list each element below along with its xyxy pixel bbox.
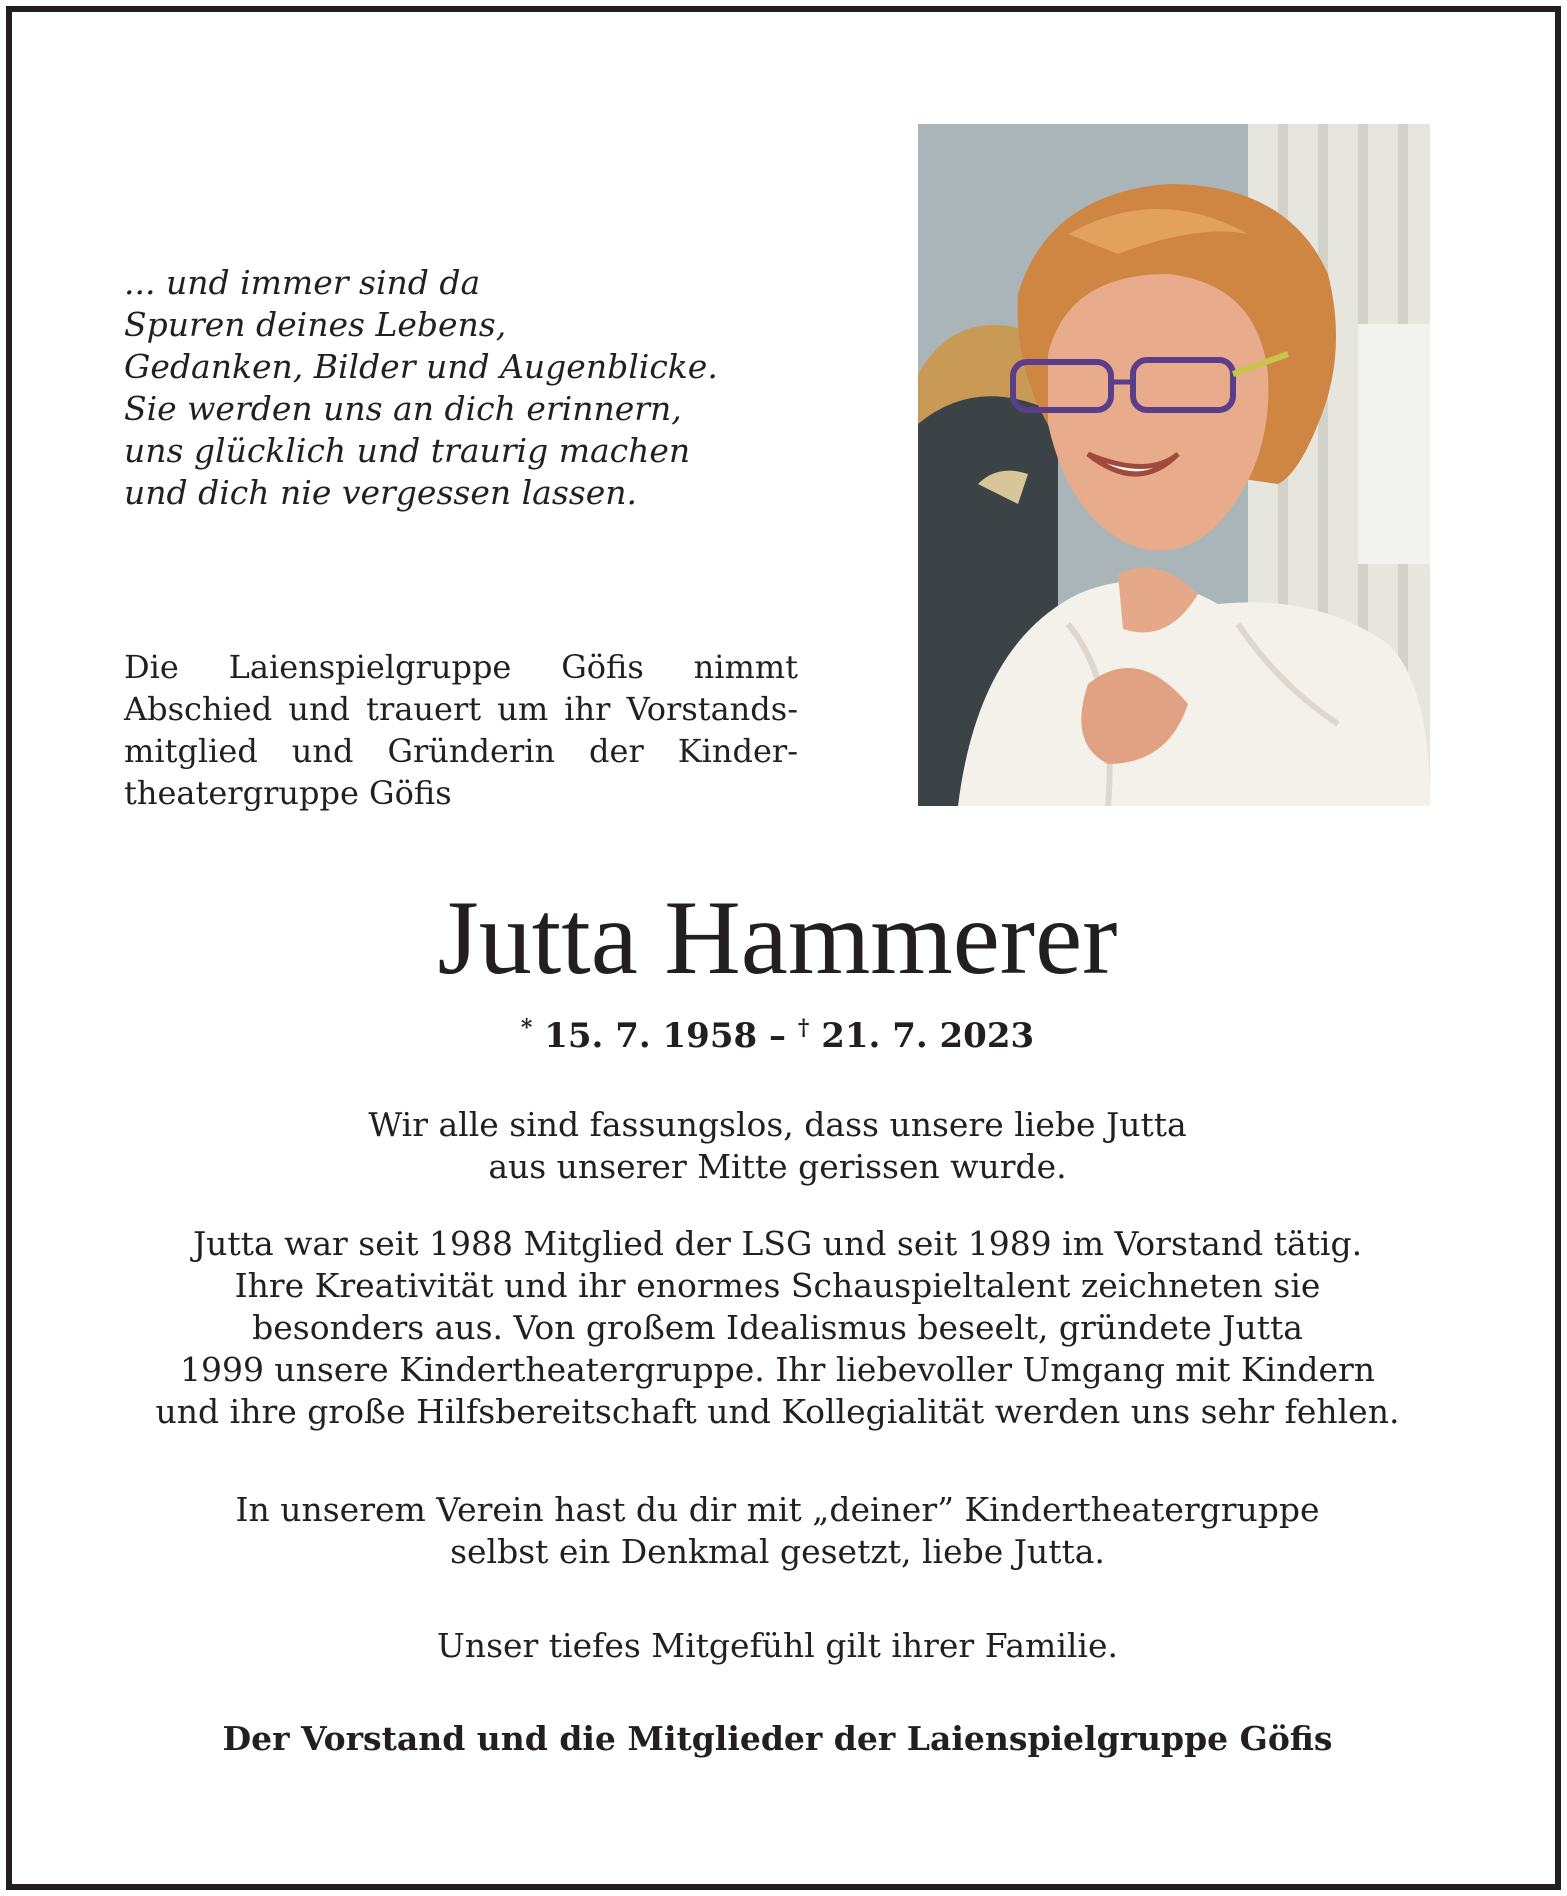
death-symbol: † bbox=[797, 1015, 810, 1041]
birth-symbol: * bbox=[520, 1015, 533, 1041]
poem-line: Sie werden uns an dich erinnern, bbox=[124, 389, 682, 428]
paragraph-4 bbox=[0, 1625, 1555, 1667]
signature: Der Vorstand und die Mitglieder der Laienspielgruppe Göfis bbox=[222, 1719, 1333, 1758]
paragraph-line: Unser tiefes Mitgefühl gilt ihrer Familie. bbox=[437, 1626, 1118, 1665]
paragraph-line: besonders aus. Von großem Idealismus beseelt, gründete Jutta bbox=[252, 1308, 1303, 1347]
life-dates bbox=[0, 1006, 1555, 1058]
death-date: 21. 7. 2023 bbox=[821, 1016, 1035, 1056]
poem-line: ... und immer sind da bbox=[124, 263, 481, 302]
paragraph-line: aus unserer Mitte gerissen wurde. bbox=[488, 1147, 1067, 1186]
poem-line: und dich nie vergessen lassen. bbox=[124, 473, 637, 512]
paragraph-line: und ihre große Hilfsbereitschaft und Kollegialität werden uns sehr fehlen. bbox=[155, 1392, 1400, 1431]
paragraph-line: selbst ein Denkmal gesetzt, liebe Jutta. bbox=[450, 1532, 1105, 1571]
poem bbox=[124, 262, 744, 514]
intro-text: Die Laienspielgruppe Göfis nimmt Abschied und trauert um ihr Vorstandsmitglied und Gründerin der Kindertheatergruppe Göfis bbox=[124, 648, 798, 812]
portrait-photo bbox=[918, 124, 1430, 806]
paragraph-line: Wir alle sind fassungslos, dass unsere liebe Jutta bbox=[368, 1105, 1187, 1144]
paragraph-line: 1999 unsere Kindertheatergruppe. Ihr liebevoller Umgang mit Kindern bbox=[179, 1350, 1376, 1389]
paragraph-line: Jutta war seit 1988 Mitglied der LSG und seit 1989 im Vorstand tätig. bbox=[192, 1224, 1363, 1263]
paragraph-line: In unserem Verein hast du dir mit „deiner” Kindertheatergruppe bbox=[235, 1490, 1320, 1529]
birth-date: 15. 7. 1958 bbox=[544, 1016, 758, 1056]
deceased-name: Jutta Hammerer bbox=[437, 879, 1118, 996]
paragraph-1 bbox=[0, 1104, 1555, 1188]
paragraph-line: Ihre Kreativität und ihr enormes Schauspieltalent zeichneten sie bbox=[234, 1266, 1321, 1305]
poem-line: Spuren deines Lebens, bbox=[124, 305, 507, 344]
paragraph-2 bbox=[0, 1223, 1555, 1433]
poem-line: Gedanken, Bilder und Augenblicke. bbox=[124, 347, 718, 386]
poem-line: uns glücklich und traurig machen bbox=[124, 431, 691, 470]
date-separator: – bbox=[769, 1016, 786, 1056]
paragraph-3 bbox=[0, 1489, 1555, 1573]
